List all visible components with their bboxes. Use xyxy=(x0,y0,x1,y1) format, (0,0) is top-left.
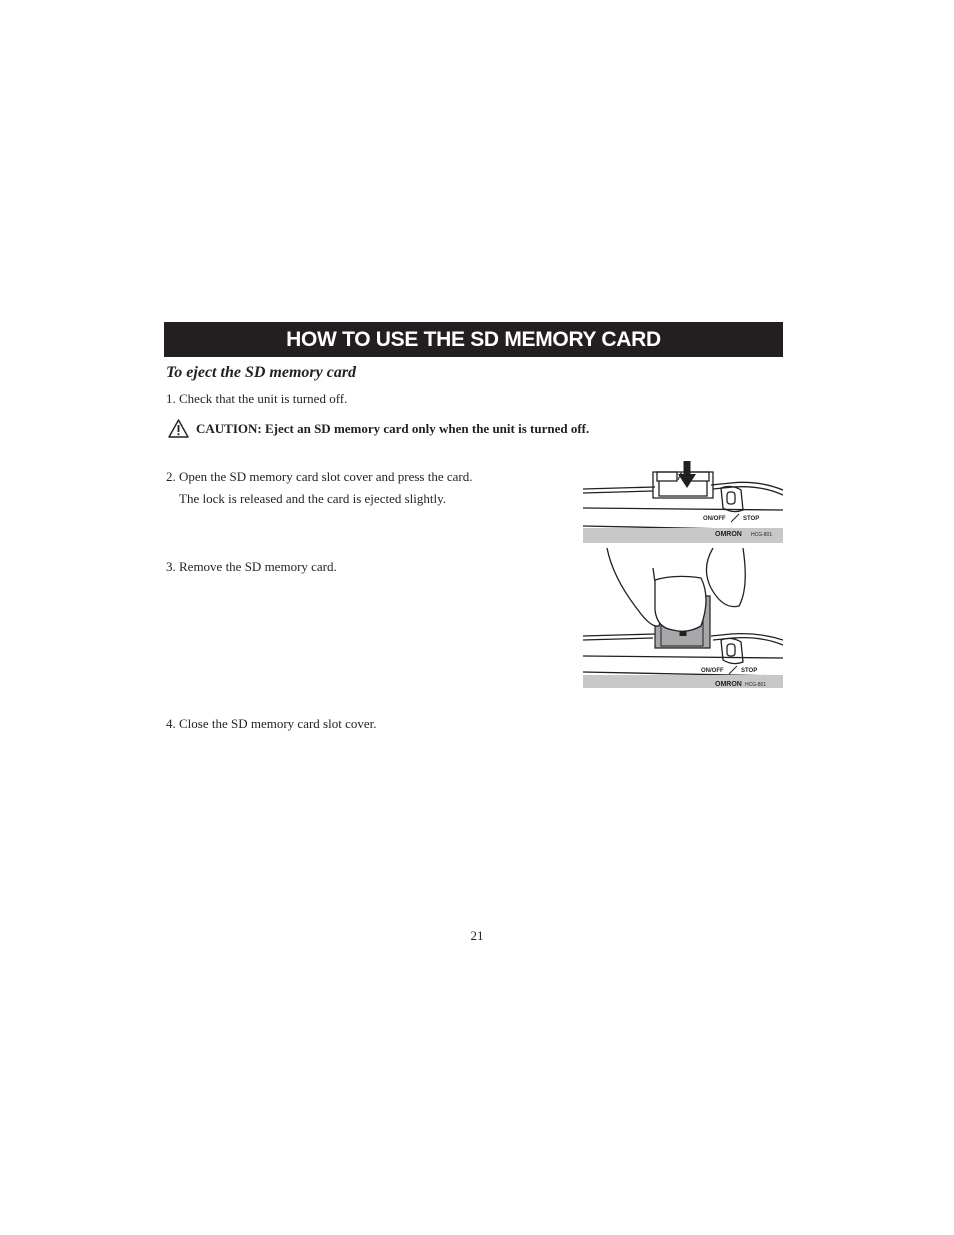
page-title-bar xyxy=(164,322,783,357)
remove-card-illustration xyxy=(583,548,783,688)
figure1-stop-label: STOP xyxy=(743,516,760,522)
page-title: HOW TO USE THE SD MEMORY CARD xyxy=(286,327,661,351)
section-subtitle: To eject the SD memory card xyxy=(166,364,357,381)
figure2-brand-label: OMRON xyxy=(715,681,742,688)
page-number: 21 xyxy=(470,928,484,943)
step-3: 3. Remove the SD memory card. xyxy=(166,559,337,574)
warning-icon xyxy=(168,419,189,438)
figure2-model-label: HCG-801 xyxy=(745,682,767,688)
step-1: 1. Check that the unit is turned off. xyxy=(166,391,348,406)
step-4: 4. Close the SD memory card slot cover. xyxy=(166,716,377,731)
figure1-brand-label: OMRON xyxy=(715,531,742,538)
figure1-onoff-label: ON/OFF xyxy=(703,516,726,522)
caution-note xyxy=(168,419,589,438)
step-2 xyxy=(166,466,473,510)
step-2-text: 2. Open the SD memory card slot cover and press the card. xyxy=(166,469,473,484)
caution-text: CAUTION: Eject an SD memory card only when the unit is turned off. xyxy=(196,420,590,436)
figure2-stop-label: STOP xyxy=(741,668,758,674)
press-card-illustration xyxy=(583,458,783,543)
figure1-model-label: HCG-801 xyxy=(751,532,773,538)
step-2-continuation: The lock is released and the card is ejected slightly. xyxy=(179,491,447,506)
figure2-onoff-label: ON/OFF xyxy=(701,668,724,674)
